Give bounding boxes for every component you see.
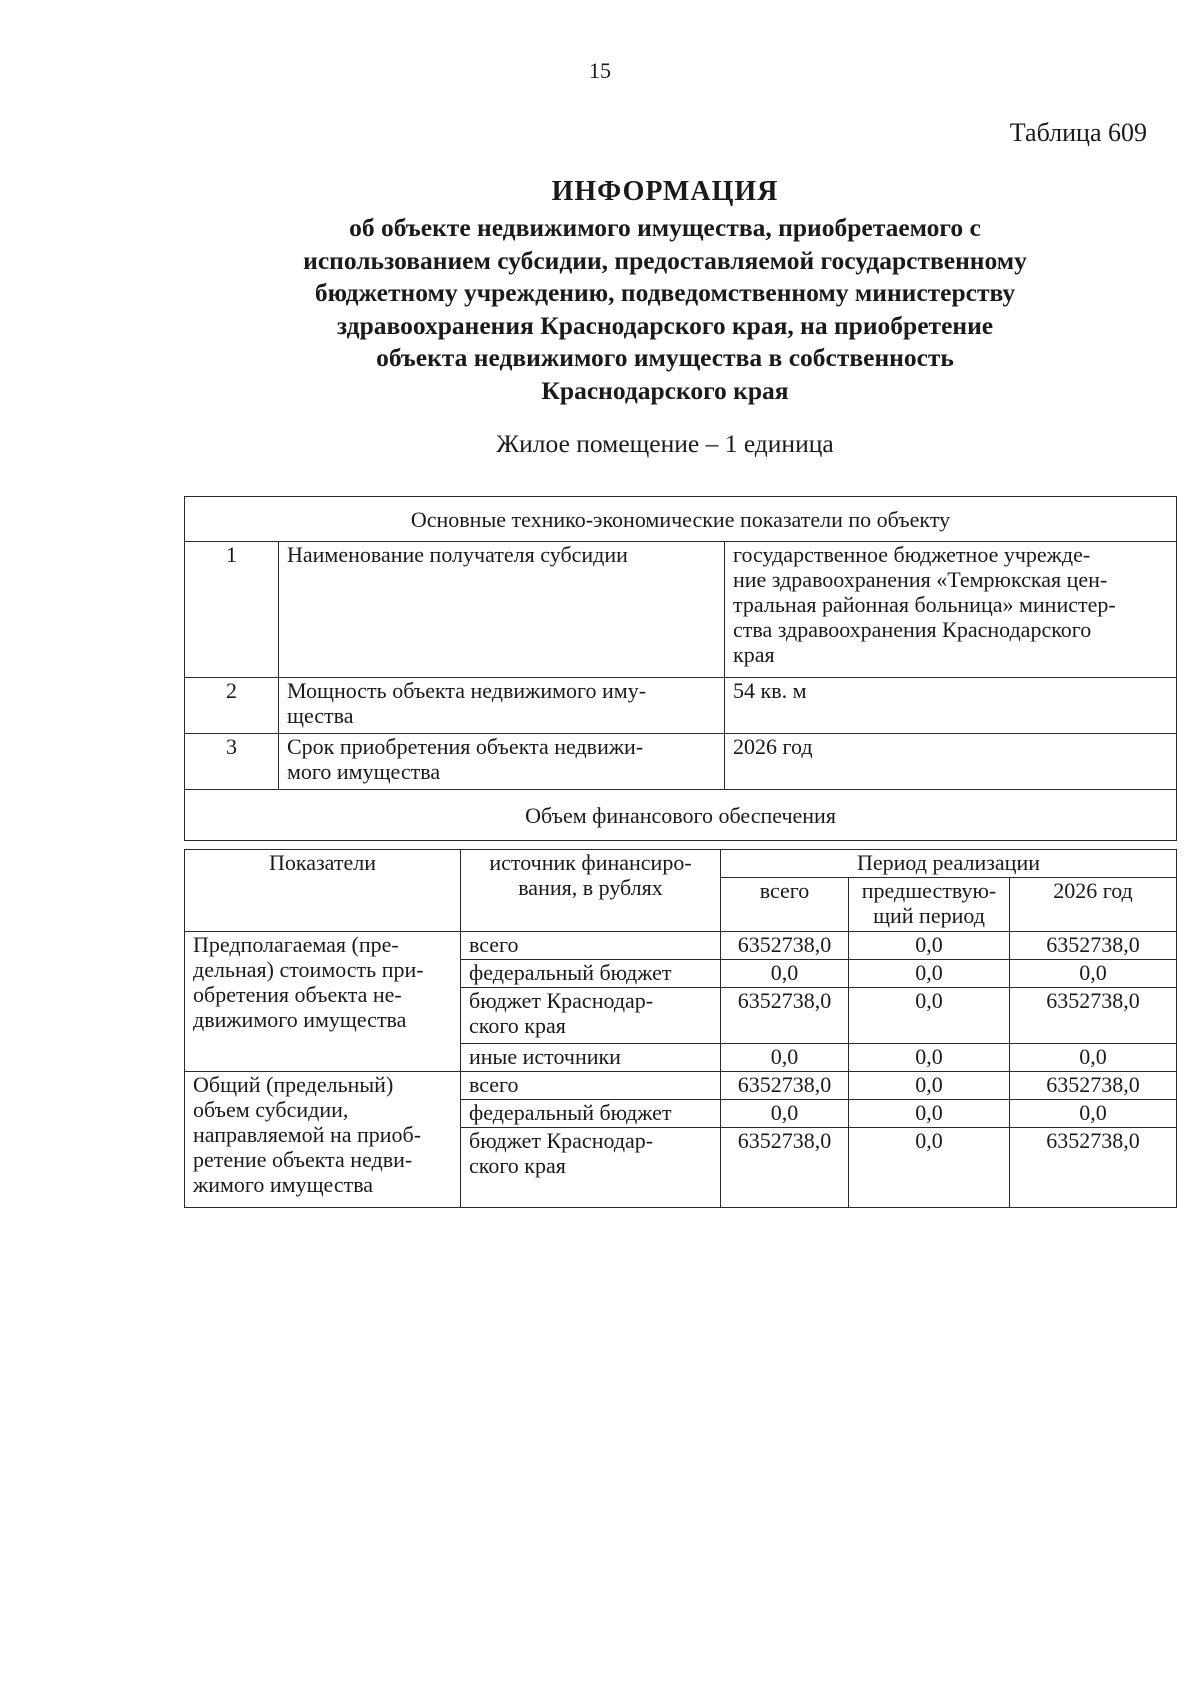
year-header: 2026 год (1010, 878, 1177, 932)
cell-line: государственное бюджетное учрежде- (733, 542, 1091, 567)
cell-line: ского края (469, 1013, 566, 1038)
cell-line: обретения объекта не- (193, 982, 402, 1007)
previous-cell: 0,0 (849, 1044, 1010, 1072)
indicator-value (725, 542, 1177, 678)
table-row (185, 734, 1177, 790)
cell-line: щества (287, 703, 354, 728)
previous-period-header (849, 878, 1010, 932)
section-header-row (185, 497, 1177, 542)
cell-line: источник финансиро- (489, 850, 692, 875)
subtitle-line: использованием субсидии, предоставляемой государственному (303, 245, 1027, 275)
cell-line: 54 кв. м (733, 678, 807, 703)
document-subtitle (230, 212, 1100, 407)
cell-line: бюджет Краснодар- (469, 988, 654, 1013)
cell-line: щий период (873, 903, 985, 928)
cell-line: объем субсидии, (193, 1097, 349, 1122)
source-header (461, 850, 721, 932)
period-header: Период реализации (721, 850, 1177, 878)
previous-cell: 0,0 (849, 1072, 1010, 1100)
previous-cell: 0,0 (849, 1100, 1010, 1128)
table-row (185, 1072, 1177, 1100)
cell-line: тральная районная больница» министер- (733, 592, 1116, 617)
cell-line: ние здравоохранения «Темрюкская цен- (733, 567, 1108, 592)
cell-line: направляемой на приоб- (193, 1122, 422, 1147)
cell-line: Срок приобретения объекта недвижи- (287, 734, 644, 759)
cell-line: ства здравоохранения Краснодарского (733, 617, 1092, 642)
source-cell: всего (461, 932, 721, 960)
row-number: 3 (185, 734, 279, 790)
indicator-name (279, 678, 725, 734)
source-cell (461, 1128, 721, 1208)
total-cell: 0,0 (721, 960, 849, 988)
year-cell: 6352738,0 (1010, 1072, 1177, 1100)
total-cell: 6352738,0 (721, 988, 849, 1044)
row-number: 1 (185, 542, 279, 678)
main-indicators-table (184, 496, 1177, 841)
year-cell: 0,0 (1010, 1044, 1177, 1072)
year-cell: 6352738,0 (1010, 932, 1177, 960)
year-cell: 0,0 (1010, 1100, 1177, 1128)
indicator-name (279, 734, 725, 790)
indicator-value (725, 734, 1177, 790)
table-row (185, 932, 1177, 960)
cell-line: Предполагаемая (пре- (193, 932, 399, 957)
section-title: Основные технико-экономические показатели по объекту (185, 497, 1177, 542)
cell-line: мого имущества (287, 759, 441, 784)
subtitle-line: Краснодарского края (541, 375, 789, 405)
group-label (185, 932, 461, 1072)
indicator-name (279, 542, 725, 678)
group-label (185, 1072, 461, 1208)
document-title: ИНФОРМАЦИЯ (551, 176, 779, 207)
cell-line: ского края (469, 1153, 566, 1178)
cell-line: Мощность объекта недвижимого иму- (287, 678, 647, 703)
section-title: Объем финансового обеспечения (185, 790, 1177, 841)
total-cell: 0,0 (721, 1100, 849, 1128)
previous-cell: 0,0 (849, 988, 1010, 1044)
cell-line: бюджет Краснодар- (469, 1128, 654, 1153)
cell-line: края (733, 642, 775, 667)
source-cell: иные источники (461, 1044, 721, 1072)
cell-line: ретение объекта недви- (193, 1147, 413, 1172)
table-row (185, 678, 1177, 734)
page-number: 15 (589, 58, 611, 83)
table-number: Таблица 609 (1009, 118, 1147, 147)
source-cell: федеральный бюджет (461, 1100, 721, 1128)
object-description: Жилое помещение – 1 единица (496, 429, 834, 458)
cell-line: движимого имущества (193, 1007, 407, 1032)
subtitle-line: об объекте недвижимого имущества, приобретаемого с (349, 213, 981, 242)
cell-line: жимого имущества (193, 1172, 374, 1197)
previous-cell: 0,0 (849, 932, 1010, 960)
row-number: 2 (185, 678, 279, 734)
subtitle-line: здравоохранения Краснодарского края, на приобретение (336, 310, 994, 340)
cell-line: 2026 год (733, 734, 813, 759)
table-row (185, 542, 1177, 678)
section-header-row (185, 790, 1177, 841)
subtitle-line: бюджетному учреждению, подведомственному министерству (314, 278, 1016, 307)
source-cell: федеральный бюджет (461, 960, 721, 988)
total-cell: 6352738,0 (721, 932, 849, 960)
cell-line: Наименование получателя субсидии (287, 542, 628, 567)
previous-cell: 0,0 (849, 1128, 1010, 1208)
year-cell: 0,0 (1010, 960, 1177, 988)
cell-line: Общий (предельный) (193, 1072, 394, 1097)
source-cell (461, 988, 721, 1044)
year-cell: 6352738,0 (1010, 988, 1177, 1044)
total-cell: 0,0 (721, 1044, 849, 1072)
cell-line: дельная) стоимость при- (193, 957, 424, 982)
total-header: всего (721, 878, 849, 932)
indicators-header: Показатели (185, 850, 461, 932)
indicator-value (725, 678, 1177, 734)
financing-table (184, 849, 1177, 1208)
previous-cell: 0,0 (849, 960, 1010, 988)
source-cell: всего (461, 1072, 721, 1100)
header-row (185, 850, 1177, 878)
subtitle-line: объекта недвижимого имущества в собственность (376, 343, 954, 372)
total-cell: 6352738,0 (721, 1128, 849, 1208)
cell-line: вания, в рублях (518, 875, 663, 900)
cell-line: предшествую- (861, 878, 997, 903)
total-cell: 6352738,0 (721, 1072, 849, 1100)
year-cell: 6352738,0 (1010, 1128, 1177, 1208)
